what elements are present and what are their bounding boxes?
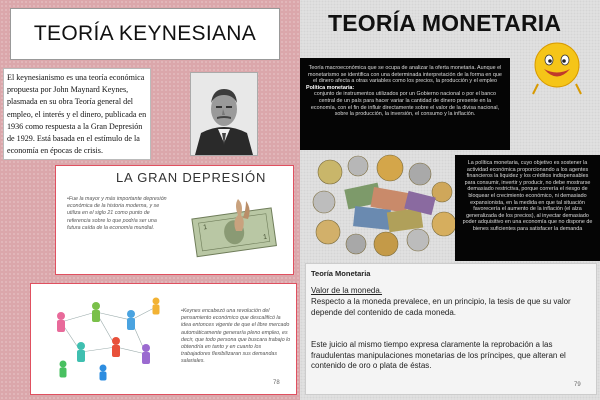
document-paragraph-1: Respecto a la moneda prevalece, en un principio, la tesis de que su valor depende del contenido de cada moneda. — [311, 297, 571, 317]
monetary-policy-text: conjunto de instrumentos utilizados por un Gobierno nacional o por el banco central de un país para hacer variar la cantidad de dinero presente en la economía, con el fin de influir directamente sobre el valor de la divisa nacional, sobre la producción, la inversión, el consumo y la inflación. — [310, 91, 500, 118]
svg-text:1: 1 — [202, 224, 208, 232]
monetary-theory-document — [305, 263, 597, 395]
great-depression-slide — [55, 165, 294, 275]
left-page-title: TEORÍA KEYNESIANA — [33, 22, 257, 45]
document-paragraph-2: Este juicio al mismo tiempo expresa claramente la reprobación a las fraudulentas manipulaciones monetarias de los príncipes, que alteran el contenido de oro o plata de éstas. — [311, 340, 566, 370]
monetary-policy-heading: Política monetaria: — [306, 84, 355, 91]
smiley-face-icon — [530, 38, 585, 98]
dollar-bill-image — [186, 191, 286, 266]
keynesian-intro-text: El keynesianismo es una teoría económica propuesta por John Maynard Keynes, plasmada en su obra Teoría general del empleo, el interés y el dinero, publicada en 1936 como respuesta a la Gran Depresión de 1929. Está basada en el estímulo de la economía en épocas de crisis. — [3, 68, 151, 160]
keynes-portrait — [190, 72, 258, 156]
monetary-policy-objective-box: La política monetaria, cuyo objetivo es sostener la actividad económica proporcionando a los agentes financieros la liquidez y los créditos indispensables para consumir, invertir y producir, no debe mostrarse demasiado restrictiva, porque correría el riesgo de bloquear el crecimiento económico, ni demasiado expansionista, en la medida en que tal situación favorecería el aumento de la inflación (el alza generalizada de los precios), al inyectar demasiado poder adquisitivo en una economía que no dispone de bienes suficientes para satisfacer la demanda — [455, 155, 600, 261]
left-page-number: 78 — [273, 380, 280, 386]
right-page — [300, 0, 600, 400]
definition-text: Teoría macroeconómica que se ocupa de analizar la oferta monetaria. Aunque el monetarismo se identifica con una determinada interpretación de la forma en que el dinero afecta a otras variables como los precios, la producción y el empleo — [308, 65, 502, 85]
document-subheading: Valor de la moneda. — [311, 286, 383, 295]
world-coins-image — [310, 152, 460, 257]
right-page-number: 79 — [574, 382, 581, 388]
right-page-title: TEORÍA MONETARIA — [328, 10, 562, 36]
document-heading: Teoría Monetaria — [311, 269, 371, 278]
keynes-portrait-image — [191, 73, 257, 155]
slide-text: •Keynes encabezó una revolución del pensamiento económico que descalificó la idea entonces vigente de que el libre mercado automáticamente generaría pleno empleo, es decir, que todo persona que buscara trabajo lo obtendría en tanto y en cuanto los trabajadores flexibilizaran sus demandas salariales. — [181, 308, 291, 365]
left-title-box — [10, 8, 280, 60]
people-network-image — [41, 292, 171, 382]
monetary-theory-definition-box — [300, 58, 510, 150]
slide-title: LA GRAN DEPRESIÓN — [116, 170, 267, 185]
svg-text:1: 1 — [262, 233, 268, 242]
keynes-revolution-slide — [30, 283, 297, 395]
slide-text: •Fue la mayor y más importante depresión económica de la historia moderna, y se utiliza en el siglo 21 como punto de referencia sobre lo que podría ser una futura caída de la economía mundial. — [67, 196, 167, 231]
